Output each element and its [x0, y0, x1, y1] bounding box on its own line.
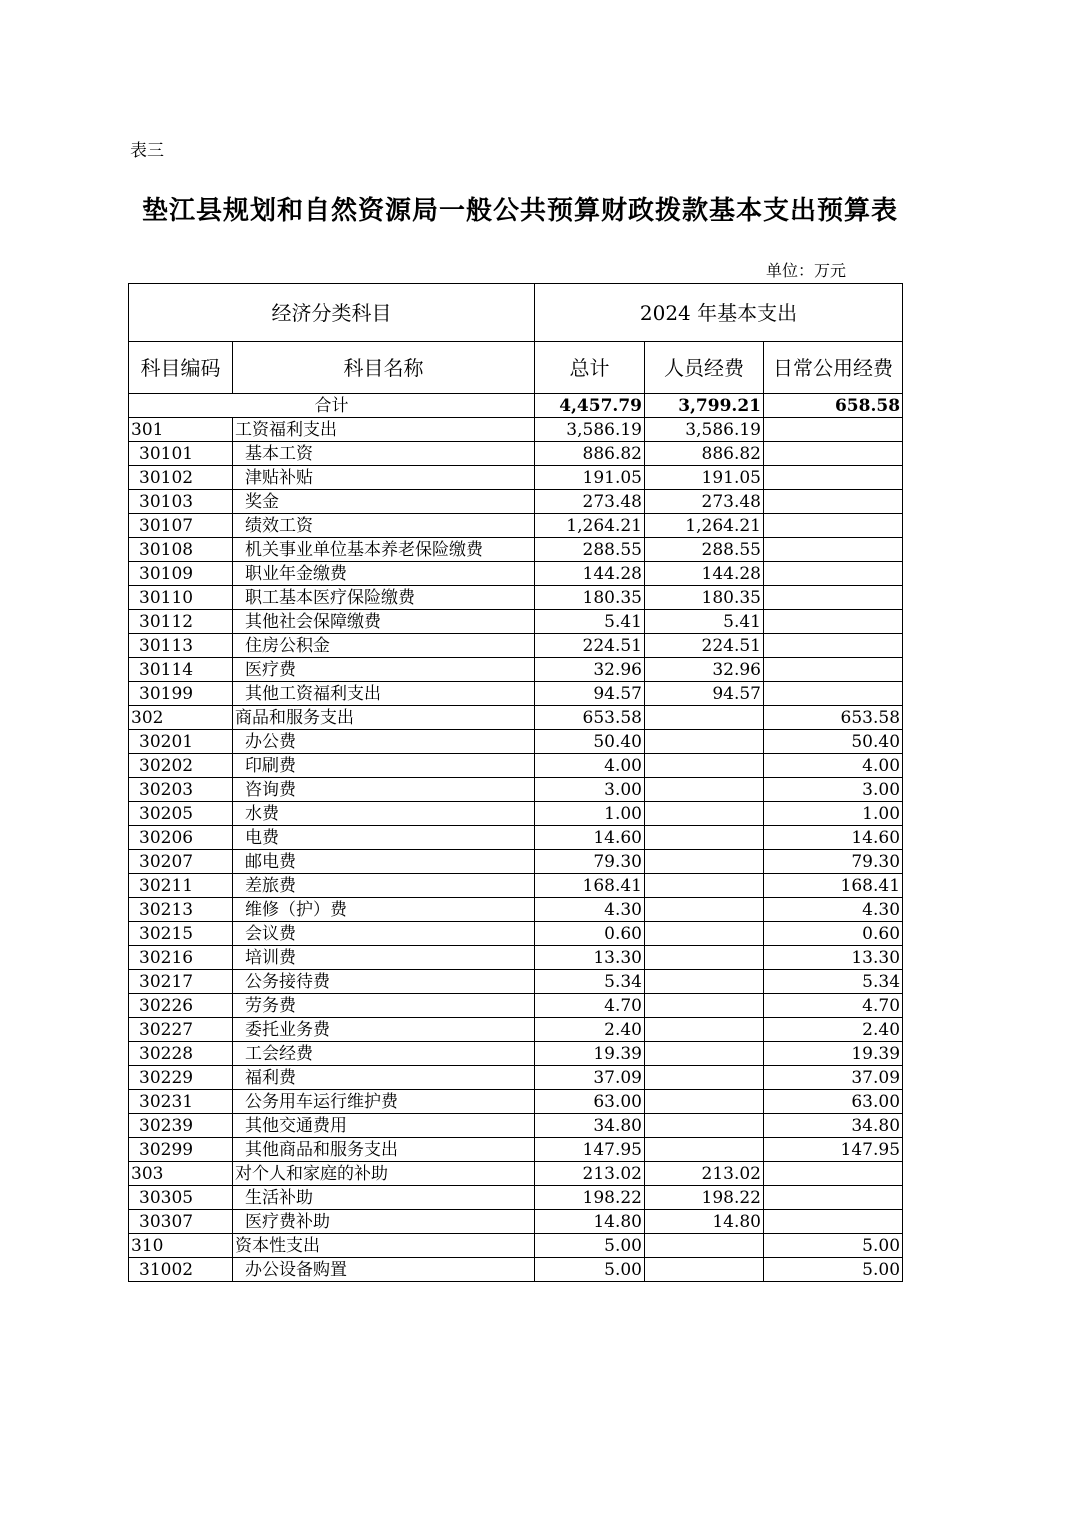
table-row [129, 1042, 903, 1066]
cell-total: 0.60 [535, 922, 645, 946]
table-row [129, 706, 903, 730]
cell-personnel [645, 1090, 764, 1114]
cell-public [764, 538, 903, 562]
table-row [129, 778, 903, 802]
cell-public: 4.30 [764, 898, 903, 922]
cell-code: 30239 [129, 1114, 233, 1138]
cell-personnel [645, 970, 764, 994]
table-row [129, 586, 903, 610]
cell-total: 191.05 [535, 466, 645, 490]
cell-name: 职业年金缴费 [233, 562, 535, 586]
cell-total: 14.80 [535, 1210, 645, 1234]
cell-personnel: 273.48 [645, 490, 764, 514]
table-row [129, 874, 903, 898]
column-header-name: 科目名称 [233, 342, 535, 394]
cell-total: 4.30 [535, 898, 645, 922]
cell-public: 50.40 [764, 730, 903, 754]
cell-public: 5.34 [764, 970, 903, 994]
cell-personnel [645, 802, 764, 826]
cell-name: 办公设备购置 [233, 1258, 535, 1282]
table-row [129, 850, 903, 874]
cell-name: 邮电费 [233, 850, 535, 874]
cell-total: 5.34 [535, 970, 645, 994]
cell-name: 其他工资福利支出 [233, 682, 535, 706]
cell-public [764, 1210, 903, 1234]
table-row [129, 922, 903, 946]
cell-total: 34.80 [535, 1114, 645, 1138]
cell-personnel: 14.80 [645, 1210, 764, 1234]
cell-name: 医疗费 [233, 658, 535, 682]
cell-code: 30101 [129, 442, 233, 466]
cell-personnel [645, 850, 764, 874]
table-row [129, 730, 903, 754]
total-total: 4,457.79 [535, 394, 645, 418]
cell-code: 30226 [129, 994, 233, 1018]
unit-label: 单位：万元 [766, 261, 847, 280]
cell-name: 生活补助 [233, 1186, 535, 1210]
cell-name: 会议费 [233, 922, 535, 946]
cell-code: 30205 [129, 802, 233, 826]
cell-code: 30206 [129, 826, 233, 850]
cell-name: 其他商品和服务支出 [233, 1138, 535, 1162]
cell-personnel [645, 754, 764, 778]
cell-total: 886.82 [535, 442, 645, 466]
table-label: 表三 [130, 141, 164, 161]
table-row [129, 442, 903, 466]
cell-name: 印刷费 [233, 754, 535, 778]
cell-code: 30211 [129, 874, 233, 898]
cell-code: 30110 [129, 586, 233, 610]
cell-total: 273.48 [535, 490, 645, 514]
cell-total: 224.51 [535, 634, 645, 658]
cell-code: 30213 [129, 898, 233, 922]
total-public: 658.58 [764, 394, 903, 418]
column-header-personnel: 人员经费 [645, 342, 764, 394]
cell-code: 30231 [129, 1090, 233, 1114]
cell-name: 津贴补贴 [233, 466, 535, 490]
cell-personnel: 191.05 [645, 466, 764, 490]
cell-public: 2.40 [764, 1018, 903, 1042]
group-header-basic-expenditure: 2024 年基本支出 [535, 284, 903, 342]
total-label: 合计 [129, 394, 535, 418]
cell-total: 288.55 [535, 538, 645, 562]
cell-public [764, 682, 903, 706]
cell-public: 37.09 [764, 1066, 903, 1090]
cell-code: 301 [129, 418, 233, 442]
cell-name: 委托业务费 [233, 1018, 535, 1042]
cell-personnel [645, 826, 764, 850]
cell-name: 水费 [233, 802, 535, 826]
cell-total: 5.00 [535, 1258, 645, 1282]
group-header-economic-class: 经济分类科目 [129, 284, 535, 342]
cell-public: 5.00 [764, 1258, 903, 1282]
cell-public [764, 1186, 903, 1210]
cell-name: 工会经费 [233, 1042, 535, 1066]
cell-public: 63.00 [764, 1090, 903, 1114]
cell-total: 3.00 [535, 778, 645, 802]
cell-total: 5.00 [535, 1234, 645, 1258]
table-row [129, 754, 903, 778]
cell-total: 32.96 [535, 658, 645, 682]
cell-name: 住房公积金 [233, 634, 535, 658]
column-header-row [129, 342, 903, 394]
cell-personnel: 224.51 [645, 634, 764, 658]
cell-public [764, 466, 903, 490]
cell-personnel [645, 1066, 764, 1090]
cell-name: 机关事业单位基本养老保险缴费 [233, 538, 535, 562]
cell-code: 30305 [129, 1186, 233, 1210]
table-row [129, 658, 903, 682]
table-row [129, 634, 903, 658]
cell-name: 办公费 [233, 730, 535, 754]
cell-code: 30112 [129, 610, 233, 634]
cell-code: 30103 [129, 490, 233, 514]
cell-total: 2.40 [535, 1018, 645, 1042]
cell-name: 其他交通费用 [233, 1114, 535, 1138]
cell-personnel: 288.55 [645, 538, 764, 562]
cell-code: 30108 [129, 538, 233, 562]
cell-code: 303 [129, 1162, 233, 1186]
cell-name: 培训费 [233, 946, 535, 970]
table-row [129, 466, 903, 490]
cell-public [764, 586, 903, 610]
cell-total: 198.22 [535, 1186, 645, 1210]
table-row [129, 970, 903, 994]
cell-personnel: 180.35 [645, 586, 764, 610]
cell-code: 30228 [129, 1042, 233, 1066]
table-row [129, 1162, 903, 1186]
cell-public: 14.60 [764, 826, 903, 850]
group-header-row [129, 284, 903, 342]
cell-name: 对个人和家庭的补助 [233, 1162, 535, 1186]
cell-name: 商品和服务支出 [233, 706, 535, 730]
cell-personnel: 1,264.21 [645, 514, 764, 538]
cell-code: 30216 [129, 946, 233, 970]
cell-personnel [645, 706, 764, 730]
cell-code: 30102 [129, 466, 233, 490]
cell-personnel: 144.28 [645, 562, 764, 586]
table-row [129, 1114, 903, 1138]
cell-personnel [645, 898, 764, 922]
table-row [129, 802, 903, 826]
column-header-total: 总计 [535, 342, 645, 394]
cell-public: 1.00 [764, 802, 903, 826]
table-row [129, 418, 903, 442]
cell-total: 147.95 [535, 1138, 645, 1162]
cell-code: 30299 [129, 1138, 233, 1162]
cell-name: 福利费 [233, 1066, 535, 1090]
cell-name: 奖金 [233, 490, 535, 514]
cell-personnel: 213.02 [645, 1162, 764, 1186]
cell-code: 30107 [129, 514, 233, 538]
cell-personnel [645, 1042, 764, 1066]
cell-name: 绩效工资 [233, 514, 535, 538]
cell-total: 50.40 [535, 730, 645, 754]
cell-personnel [645, 1018, 764, 1042]
cell-public: 5.00 [764, 1234, 903, 1258]
budget-table [128, 283, 903, 1282]
table-row [129, 1186, 903, 1210]
cell-personnel [645, 946, 764, 970]
cell-code: 302 [129, 706, 233, 730]
cell-public [764, 658, 903, 682]
cell-name: 职工基本医疗保险缴费 [233, 586, 535, 610]
cell-total: 94.57 [535, 682, 645, 706]
cell-personnel: 886.82 [645, 442, 764, 466]
cell-name: 咨询费 [233, 778, 535, 802]
cell-total: 5.41 [535, 610, 645, 634]
cell-personnel [645, 874, 764, 898]
table-row [129, 514, 903, 538]
cell-personnel [645, 778, 764, 802]
cell-name: 工资福利支出 [233, 418, 535, 442]
cell-total: 1.00 [535, 802, 645, 826]
cell-code: 30113 [129, 634, 233, 658]
cell-public: 4.00 [764, 754, 903, 778]
cell-personnel [645, 1234, 764, 1258]
cell-total: 37.09 [535, 1066, 645, 1090]
cell-code: 30201 [129, 730, 233, 754]
cell-code: 30229 [129, 1066, 233, 1090]
column-header-public: 日常公用经费 [764, 342, 903, 394]
cell-name: 公务接待费 [233, 970, 535, 994]
table-row [129, 538, 903, 562]
cell-code: 30199 [129, 682, 233, 706]
cell-public: 4.70 [764, 994, 903, 1018]
cell-name: 其他社会保障缴费 [233, 610, 535, 634]
cell-public [764, 514, 903, 538]
table-row [129, 1066, 903, 1090]
cell-name: 差旅费 [233, 874, 535, 898]
cell-public [764, 634, 903, 658]
table-row [129, 682, 903, 706]
cell-personnel [645, 730, 764, 754]
cell-public: 13.30 [764, 946, 903, 970]
cell-code: 30202 [129, 754, 233, 778]
cell-personnel [645, 922, 764, 946]
cell-total: 144.28 [535, 562, 645, 586]
cell-total: 3,586.19 [535, 418, 645, 442]
table-row [129, 826, 903, 850]
column-header-code: 科目编码 [129, 342, 233, 394]
cell-total: 79.30 [535, 850, 645, 874]
cell-code: 30215 [129, 922, 233, 946]
cell-total: 180.35 [535, 586, 645, 610]
cell-public [764, 1162, 903, 1186]
table-row [129, 1234, 903, 1258]
cell-public [764, 610, 903, 634]
cell-code: 30217 [129, 970, 233, 994]
cell-code: 30227 [129, 1018, 233, 1042]
table-row [129, 1258, 903, 1282]
total-personnel: 3,799.21 [645, 394, 764, 418]
table-row [129, 1210, 903, 1234]
cell-public: 34.80 [764, 1114, 903, 1138]
cell-name: 资本性支出 [233, 1234, 535, 1258]
cell-code: 30109 [129, 562, 233, 586]
cell-personnel: 32.96 [645, 658, 764, 682]
cell-name: 劳务费 [233, 994, 535, 1018]
table-row [129, 898, 903, 922]
cell-total: 168.41 [535, 874, 645, 898]
table-row [129, 562, 903, 586]
cell-personnel: 198.22 [645, 1186, 764, 1210]
cell-public: 3.00 [764, 778, 903, 802]
cell-code: 30203 [129, 778, 233, 802]
cell-total: 213.02 [535, 1162, 645, 1186]
cell-code: 30207 [129, 850, 233, 874]
table-row [129, 610, 903, 634]
cell-name: 医疗费补助 [233, 1210, 535, 1234]
table-row [129, 1018, 903, 1042]
cell-total: 14.60 [535, 826, 645, 850]
cell-personnel [645, 1114, 764, 1138]
table-row [129, 1090, 903, 1114]
cell-name: 公务用车运行维护费 [233, 1090, 535, 1114]
cell-code: 30307 [129, 1210, 233, 1234]
cell-personnel: 5.41 [645, 610, 764, 634]
table-row [129, 490, 903, 514]
table-row [129, 946, 903, 970]
cell-name: 电费 [233, 826, 535, 850]
cell-public [764, 562, 903, 586]
cell-public: 79.30 [764, 850, 903, 874]
cell-name: 维修（护）费 [233, 898, 535, 922]
cell-public: 147.95 [764, 1138, 903, 1162]
cell-total: 4.70 [535, 994, 645, 1018]
cell-personnel: 94.57 [645, 682, 764, 706]
total-row [129, 394, 903, 418]
cell-total: 653.58 [535, 706, 645, 730]
cell-total: 19.39 [535, 1042, 645, 1066]
cell-personnel [645, 1138, 764, 1162]
table-row [129, 1138, 903, 1162]
cell-personnel [645, 1258, 764, 1282]
cell-code: 31002 [129, 1258, 233, 1282]
cell-code: 30114 [129, 658, 233, 682]
cell-public [764, 418, 903, 442]
cell-public: 653.58 [764, 706, 903, 730]
page-title: 垫江县规划和自然资源局一般公共预算财政拨款基本支出预算表 [141, 196, 898, 226]
cell-public [764, 442, 903, 466]
cell-total: 13.30 [535, 946, 645, 970]
cell-personnel [645, 994, 764, 1018]
cell-public [764, 490, 903, 514]
cell-public: 0.60 [764, 922, 903, 946]
cell-personnel: 3,586.19 [645, 418, 764, 442]
cell-public: 19.39 [764, 1042, 903, 1066]
cell-code: 310 [129, 1234, 233, 1258]
cell-total: 1,264.21 [535, 514, 645, 538]
cell-total: 63.00 [535, 1090, 645, 1114]
cell-name: 基本工资 [233, 442, 535, 466]
cell-total: 4.00 [535, 754, 645, 778]
table-row [129, 994, 903, 1018]
cell-public: 168.41 [764, 874, 903, 898]
